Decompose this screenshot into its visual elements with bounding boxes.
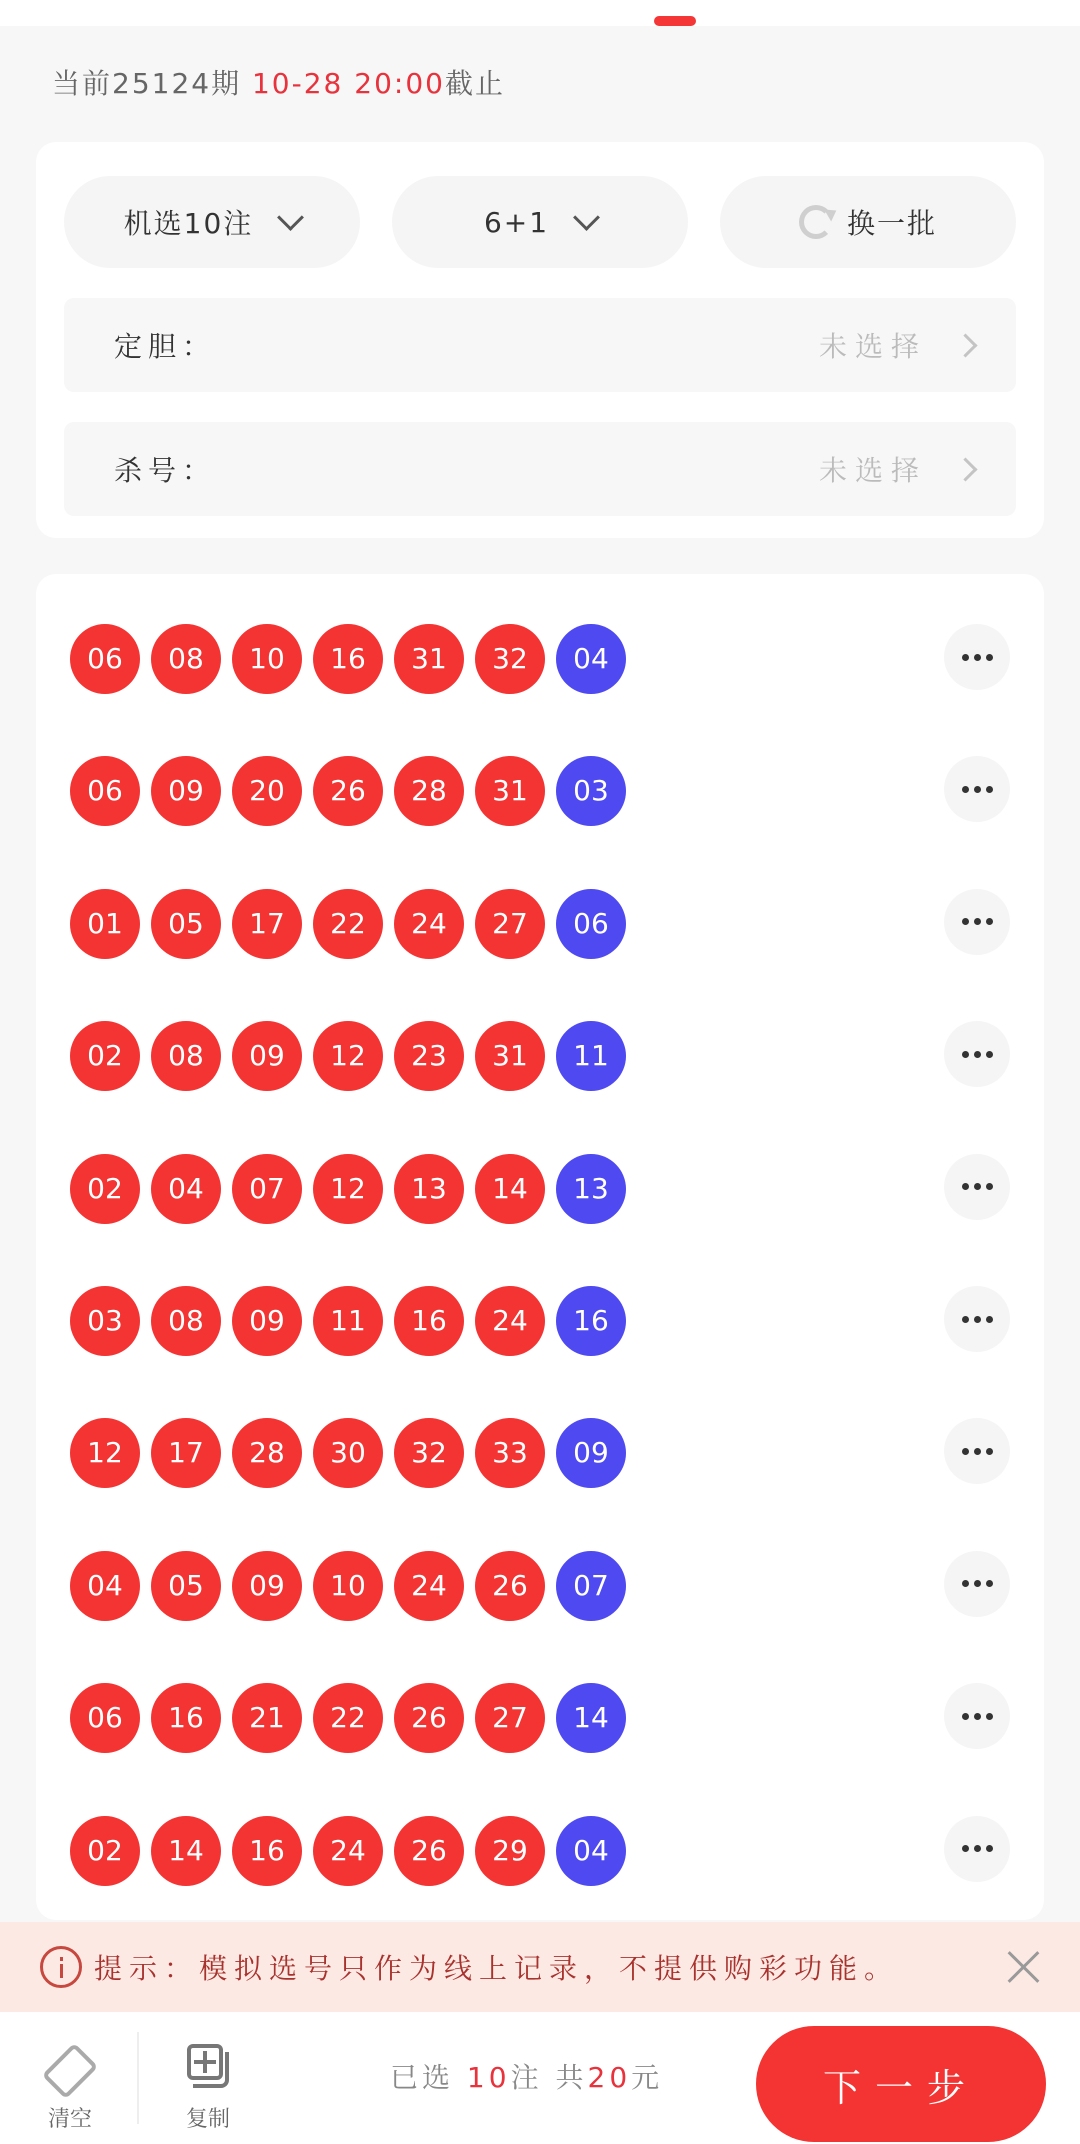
red-ball: 03 bbox=[70, 1286, 140, 1356]
ticket-row bbox=[70, 1021, 1010, 1091]
ticket-row bbox=[70, 1683, 1010, 1753]
blue-ball: 03 bbox=[556, 756, 626, 826]
exclude-number-label: 杀号： bbox=[114, 454, 217, 487]
red-ball: 16 bbox=[394, 1286, 464, 1356]
red-ball: 04 bbox=[70, 1551, 140, 1621]
blue-ball: 06 bbox=[556, 889, 626, 959]
red-ball: 31 bbox=[394, 624, 464, 694]
red-ball: 08 bbox=[151, 1286, 221, 1356]
more-options-icon[interactable] bbox=[944, 756, 1010, 822]
clear-button[interactable] bbox=[30, 2042, 110, 2133]
total-amount: 20 bbox=[587, 2061, 632, 2094]
deadline-date: 10-28 bbox=[251, 67, 344, 100]
chevron-down-icon bbox=[573, 204, 600, 231]
period-info bbox=[52, 64, 505, 104]
red-ball: 22 bbox=[313, 1683, 383, 1753]
red-ball: 27 bbox=[475, 889, 545, 959]
red-ball: 26 bbox=[394, 1816, 464, 1886]
exclude-number-value: 未选择 bbox=[818, 454, 927, 487]
fixed-number-label: 定胆： bbox=[114, 330, 217, 363]
deadline-time: 20:00 bbox=[354, 67, 445, 100]
next-step-button[interactable]: 下一步 bbox=[756, 2026, 1046, 2142]
info-icon bbox=[40, 1946, 82, 1988]
red-ball: 21 bbox=[232, 1683, 302, 1753]
ticket-row bbox=[70, 1154, 1010, 1224]
red-ball: 04 bbox=[151, 1154, 221, 1224]
red-ball: 17 bbox=[232, 889, 302, 959]
total-unit: 元 bbox=[631, 2061, 664, 2094]
red-ball: 27 bbox=[475, 1683, 545, 1753]
red-ball: 30 bbox=[313, 1418, 383, 1488]
blue-ball: 14 bbox=[556, 1683, 626, 1753]
red-ball: 24 bbox=[394, 889, 464, 959]
more-options-icon[interactable] bbox=[944, 1816, 1010, 1882]
blue-ball: 04 bbox=[556, 1816, 626, 1886]
red-ball: 24 bbox=[475, 1286, 545, 1356]
red-ball: 06 bbox=[70, 624, 140, 694]
red-ball: 32 bbox=[394, 1418, 464, 1488]
more-options-icon[interactable] bbox=[944, 1286, 1010, 1352]
total-prefix: 共 bbox=[555, 2061, 588, 2094]
deadline-suffix: 截止 bbox=[444, 67, 505, 100]
selected-count: 10 bbox=[466, 2061, 511, 2094]
red-ball: 09 bbox=[232, 1286, 302, 1356]
red-ball: 13 bbox=[394, 1154, 464, 1224]
red-ball: 02 bbox=[70, 1021, 140, 1091]
red-ball: 24 bbox=[313, 1816, 383, 1886]
refresh-icon bbox=[799, 205, 833, 239]
red-ball: 14 bbox=[151, 1816, 221, 1886]
random-select-dropdown[interactable] bbox=[64, 176, 360, 268]
red-ball: 31 bbox=[475, 1021, 545, 1091]
red-ball: 12 bbox=[313, 1154, 383, 1224]
red-ball: 12 bbox=[70, 1418, 140, 1488]
top-bar bbox=[0, 0, 1080, 26]
red-ball: 26 bbox=[475, 1551, 545, 1621]
red-ball: 09 bbox=[151, 756, 221, 826]
exclude-number-row[interactable] bbox=[64, 422, 1016, 516]
ticket-row bbox=[70, 624, 1010, 694]
red-ball: 23 bbox=[394, 1021, 464, 1091]
red-ball: 24 bbox=[394, 1551, 464, 1621]
tickets-card bbox=[36, 574, 1044, 1920]
ticket-row bbox=[70, 1816, 1010, 1886]
blue-ball: 09 bbox=[556, 1418, 626, 1488]
random-select-label: 机选10注 bbox=[123, 207, 254, 240]
red-ball: 28 bbox=[232, 1418, 302, 1488]
red-ball: 01 bbox=[70, 889, 140, 959]
red-ball: 05 bbox=[151, 889, 221, 959]
red-ball: 33 bbox=[475, 1418, 545, 1488]
red-ball: 10 bbox=[232, 624, 302, 694]
more-options-icon[interactable] bbox=[944, 1154, 1010, 1220]
red-ball: 12 bbox=[313, 1021, 383, 1091]
red-ball: 16 bbox=[313, 624, 383, 694]
red-ball: 22 bbox=[313, 889, 383, 959]
copy-button[interactable] bbox=[168, 2042, 248, 2133]
red-ball: 09 bbox=[232, 1551, 302, 1621]
play-type-label: 6+1 bbox=[483, 205, 550, 239]
red-ball: 06 bbox=[70, 1683, 140, 1753]
red-ball: 06 bbox=[70, 756, 140, 826]
more-options-icon[interactable] bbox=[944, 624, 1010, 690]
more-options-icon[interactable] bbox=[944, 889, 1010, 955]
red-ball: 05 bbox=[151, 1551, 221, 1621]
tip-text: 提示：模拟选号只作为线上记录，不提供购彩功能。 bbox=[94, 1952, 900, 1985]
refresh-button[interactable] bbox=[720, 176, 1016, 268]
bottom-bar bbox=[0, 2012, 1080, 2144]
selection-summary bbox=[390, 2056, 663, 2096]
more-options-icon[interactable] bbox=[944, 1551, 1010, 1617]
red-ball: 02 bbox=[70, 1816, 140, 1886]
red-ball: 32 bbox=[475, 624, 545, 694]
red-ball: 16 bbox=[151, 1683, 221, 1753]
ticket-row bbox=[70, 1551, 1010, 1621]
red-ball: 10 bbox=[313, 1551, 383, 1621]
blue-ball: 16 bbox=[556, 1286, 626, 1356]
red-ball: 31 bbox=[475, 756, 545, 826]
blue-ball: 11 bbox=[556, 1021, 626, 1091]
close-icon[interactable] bbox=[1006, 1950, 1040, 1984]
more-options-icon[interactable] bbox=[944, 1021, 1010, 1087]
red-ball: 29 bbox=[475, 1816, 545, 1886]
more-options-icon[interactable] bbox=[944, 1418, 1010, 1484]
red-ball: 14 bbox=[475, 1154, 545, 1224]
period-prefix: 当前25124期 bbox=[52, 67, 242, 100]
eraser-icon bbox=[45, 2042, 95, 2092]
more-options-icon[interactable] bbox=[944, 1683, 1010, 1749]
fixed-number-value: 未选择 bbox=[818, 330, 927, 363]
ticket-row bbox=[70, 889, 1010, 959]
copy-icon bbox=[183, 2042, 233, 2092]
ticket-row bbox=[70, 1418, 1010, 1488]
red-ball: 11 bbox=[313, 1286, 383, 1356]
tip-banner bbox=[0, 1922, 1080, 2012]
red-ball: 20 bbox=[232, 756, 302, 826]
red-ball: 17 bbox=[151, 1418, 221, 1488]
ticket-row bbox=[70, 1286, 1010, 1356]
options-card bbox=[36, 142, 1044, 538]
red-ball: 16 bbox=[232, 1816, 302, 1886]
blue-ball: 07 bbox=[556, 1551, 626, 1621]
red-ball: 08 bbox=[151, 624, 221, 694]
chevron-right-icon bbox=[953, 457, 977, 481]
refresh-label: 换一批 bbox=[846, 207, 937, 240]
selected-unit: 注 bbox=[510, 2061, 543, 2094]
red-ball: 09 bbox=[232, 1021, 302, 1091]
clear-label: 清空 bbox=[47, 2107, 92, 2132]
fixed-number-row[interactable] bbox=[64, 298, 1016, 392]
blue-ball: 04 bbox=[556, 624, 626, 694]
drag-indicator[interactable] bbox=[654, 16, 696, 26]
red-ball: 07 bbox=[232, 1154, 302, 1224]
red-ball: 26 bbox=[313, 756, 383, 826]
play-type-dropdown[interactable] bbox=[392, 176, 688, 268]
red-ball: 28 bbox=[394, 756, 464, 826]
selected-prefix: 已选 bbox=[390, 2061, 455, 2094]
ticket-row bbox=[70, 756, 1010, 826]
divider bbox=[137, 2032, 139, 2124]
blue-ball: 13 bbox=[556, 1154, 626, 1224]
red-ball: 26 bbox=[394, 1683, 464, 1753]
chevron-down-icon bbox=[277, 204, 304, 231]
copy-label: 复制 bbox=[185, 2107, 230, 2132]
red-ball: 08 bbox=[151, 1021, 221, 1091]
chevron-right-icon bbox=[953, 333, 977, 357]
red-ball: 02 bbox=[70, 1154, 140, 1224]
